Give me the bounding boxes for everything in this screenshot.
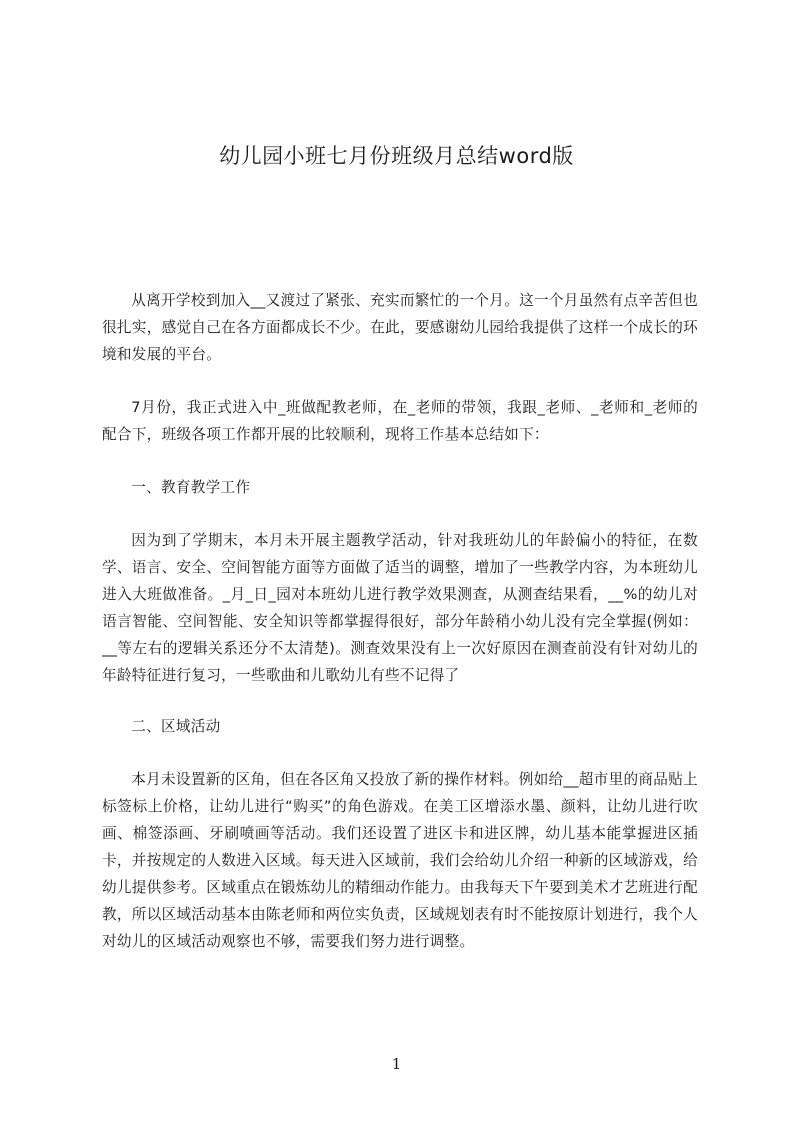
paragraph-intro: 从离开学校到加入__又渡过了紧张、充实而繁忙的一个月。这一个月虽然有点辛苦但也很扎实，感觉自己在各方面都成长不少。在此，要感谢幼儿园给我提供了这样一个成长的环境和发展的平台。 [102,292,698,363]
paragraph-teaching-work: 因为到了学期末，本月未开展主题教学活动，针对我班幼儿的年龄偏小的特征，在数学、语言、安全、空间智能方面等方面做了适当的调整，增加了一些教学内容，为本班幼儿进入大班做准备。_月_日_园对本班幼儿进行教学效果测查，从测查结果看，__%的幼儿对语言智能、空间智能、安全知识等都掌握得很好，部分年龄稍小幼儿没有完全掌握(例如：__等左右的逻辑关系还分不太清楚)。测查效果没有上一次好原因在测查前没有针对幼儿的年龄特征进行复习，一些歌曲和儿歌幼儿有些不记得了 [102,532,698,684]
page-number: 1 [391,1055,402,1073]
section-heading-teaching: 一、教育教学工作 [131,479,251,496]
paragraph-july-overview: 7月份，我正式进入中_班做配教老师，在_老师的带领，我跟_老师、_老师和_老师的配合下，班级各项工作都开展的比较顺利，现将工作基本总结如下： [102,399,698,443]
paragraph-area-activities: 本月未设置新的区角，但在各区角又投放了新的操作材料。例如给__超市里的商品贴上标签标上价格，让幼儿进行“购买”的角色游戏。在美工区增添水墨、颜料，让幼儿进行吹画、棉签添画、牙刷喷画等活动。我们还设置了进区卡和进区牌，幼儿基本能掌握进区插卡，并按规定的人数进入区域。每天进入区域前，我们会给幼儿介绍一种新的区域游戏，给幼儿提供参考。区域重点在锻炼幼儿的精细动作能力。由我每天下午要到美术才艺班进行配教，所以区域活动基本由陈老师和两位实负责，区域规划表有时不能按原计划进行，我个人对幼儿的区域活动观察也不够，需要我们努力进行调整。 [102,771,698,950]
document-title: 幼儿园小班七月份班级月总结word版 [219,144,574,168]
section-heading-area-activities: 二、区域活动 [131,718,221,735]
